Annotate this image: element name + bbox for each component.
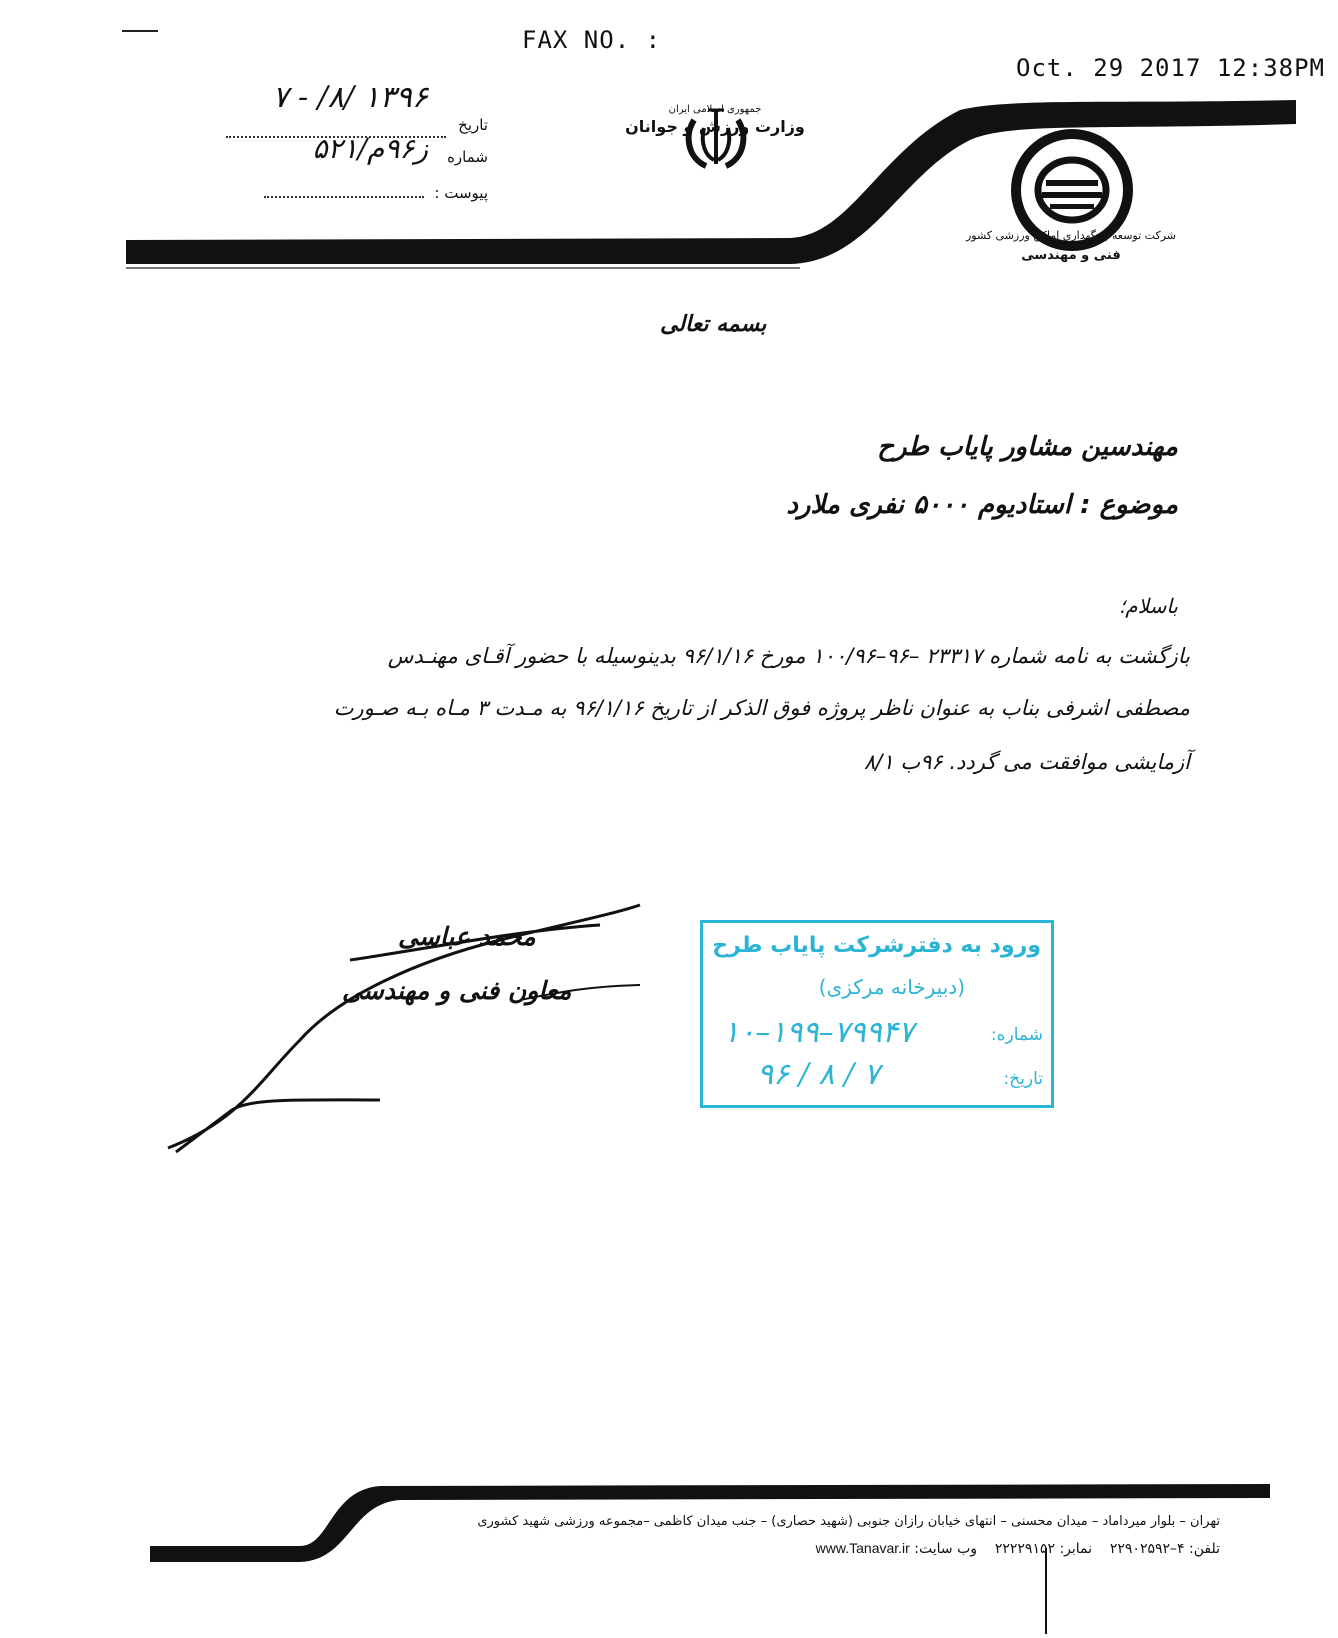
stamp-number-value: ۱۰–۱۹۹–۷۹۹۴۷ bbox=[723, 1015, 915, 1050]
number-row bbox=[447, 148, 488, 166]
stamp-date-value: ۹۶ / ۸ / ۷ bbox=[757, 1057, 880, 1092]
footer-website-link[interactable]: www.Tanavar.ir bbox=[815, 1540, 910, 1556]
footer-phone-value: ۴–۲۲۹۰۲۵۹۲ bbox=[1109, 1541, 1185, 1557]
number-label: شماره bbox=[447, 148, 488, 166]
signatory-title: معاون فنی و مهندسی bbox=[342, 976, 572, 1005]
attachment-row bbox=[264, 184, 488, 202]
recipient: مهندسین مشاور پایاب طرح bbox=[877, 432, 1178, 462]
fax-timestamp: Oct. 29 2017 12:38PM bbox=[1016, 54, 1325, 82]
stamp-subtitle: (دبیرخانه مرکزی) bbox=[818, 975, 965, 999]
company-name: شرکت توسعه و نگهداری اماکن ورزشی کشور bbox=[965, 229, 1176, 242]
date-row bbox=[458, 116, 488, 134]
company-department: فنی و مهندسی bbox=[1021, 248, 1121, 263]
fax-number-header: FAX NO. : bbox=[522, 26, 662, 54]
attachment-dotted-line bbox=[264, 196, 424, 198]
attachment-label: پیوست : bbox=[434, 184, 488, 202]
stamp-number-label: شماره: bbox=[990, 1025, 1043, 1045]
receipt-stamp bbox=[700, 920, 1054, 1108]
number-value: ز۹۶م/۵۲۱ bbox=[312, 132, 428, 165]
ministry-name: وزارت ورزش و جوانان bbox=[625, 117, 805, 136]
signatory-name: محمد عباسی bbox=[398, 922, 536, 951]
footer-address: تهران – بلوار میرداماد – میدان محسنی – انتهای خیابان رازان جنوبی (شهید حصاری) – جنب میدان کاظمی –مجموعه ورزشی شهید کشوری bbox=[477, 1514, 1220, 1529]
letter-meta bbox=[218, 80, 488, 220]
date-label: تاریخ bbox=[458, 116, 488, 134]
footer-phone-label: تلفن: bbox=[1189, 1541, 1220, 1557]
ministry-country: جمهوری اسلامی ایران bbox=[668, 104, 762, 115]
subject-line: موضوع : استادیوم ۵۰۰۰ نفری ملارد bbox=[786, 490, 1178, 520]
body-line-1: بازگشت به نامه شماره ۲۳۳۱۷ –۹۶–۱۰۰/۹۶ مورخ ۹۶/۱/۱۶ بدینوسیله با حضور آقـای مهنـدس bbox=[387, 644, 1190, 668]
date-value: ۱۳۹۶ /۸/ - ۷ bbox=[272, 80, 428, 115]
company-block bbox=[936, 226, 1206, 266]
invocation: بسمه تعالی bbox=[660, 312, 767, 337]
ministry-block bbox=[620, 104, 810, 136]
stamp-date-label: تاریخ: bbox=[1003, 1069, 1043, 1089]
footer-fax-value: ۲۲۲۲۹۱۵۲ bbox=[994, 1541, 1055, 1557]
body-line-3: آزمایشی موافقت می گردد. ۹۶ب ۸/۱ bbox=[864, 750, 1190, 774]
greeting: باسلام؛ bbox=[1118, 594, 1178, 618]
stamp-title: ورود به دفترشرکت پایاب طرح bbox=[712, 933, 1041, 958]
footer-website-label: وب سایت: bbox=[914, 1541, 978, 1557]
body-line-2: مصطفی اشرفی بناب به عنوان ناظر پروژه فوق الذکر از تاریخ ۹۶/۱/۱۶ به مـدت ۳ مـاه بـه صـورت bbox=[333, 696, 1190, 720]
footer-fax-label: نمابر: bbox=[1059, 1541, 1093, 1557]
footer-contacts bbox=[260, 1540, 1220, 1557]
